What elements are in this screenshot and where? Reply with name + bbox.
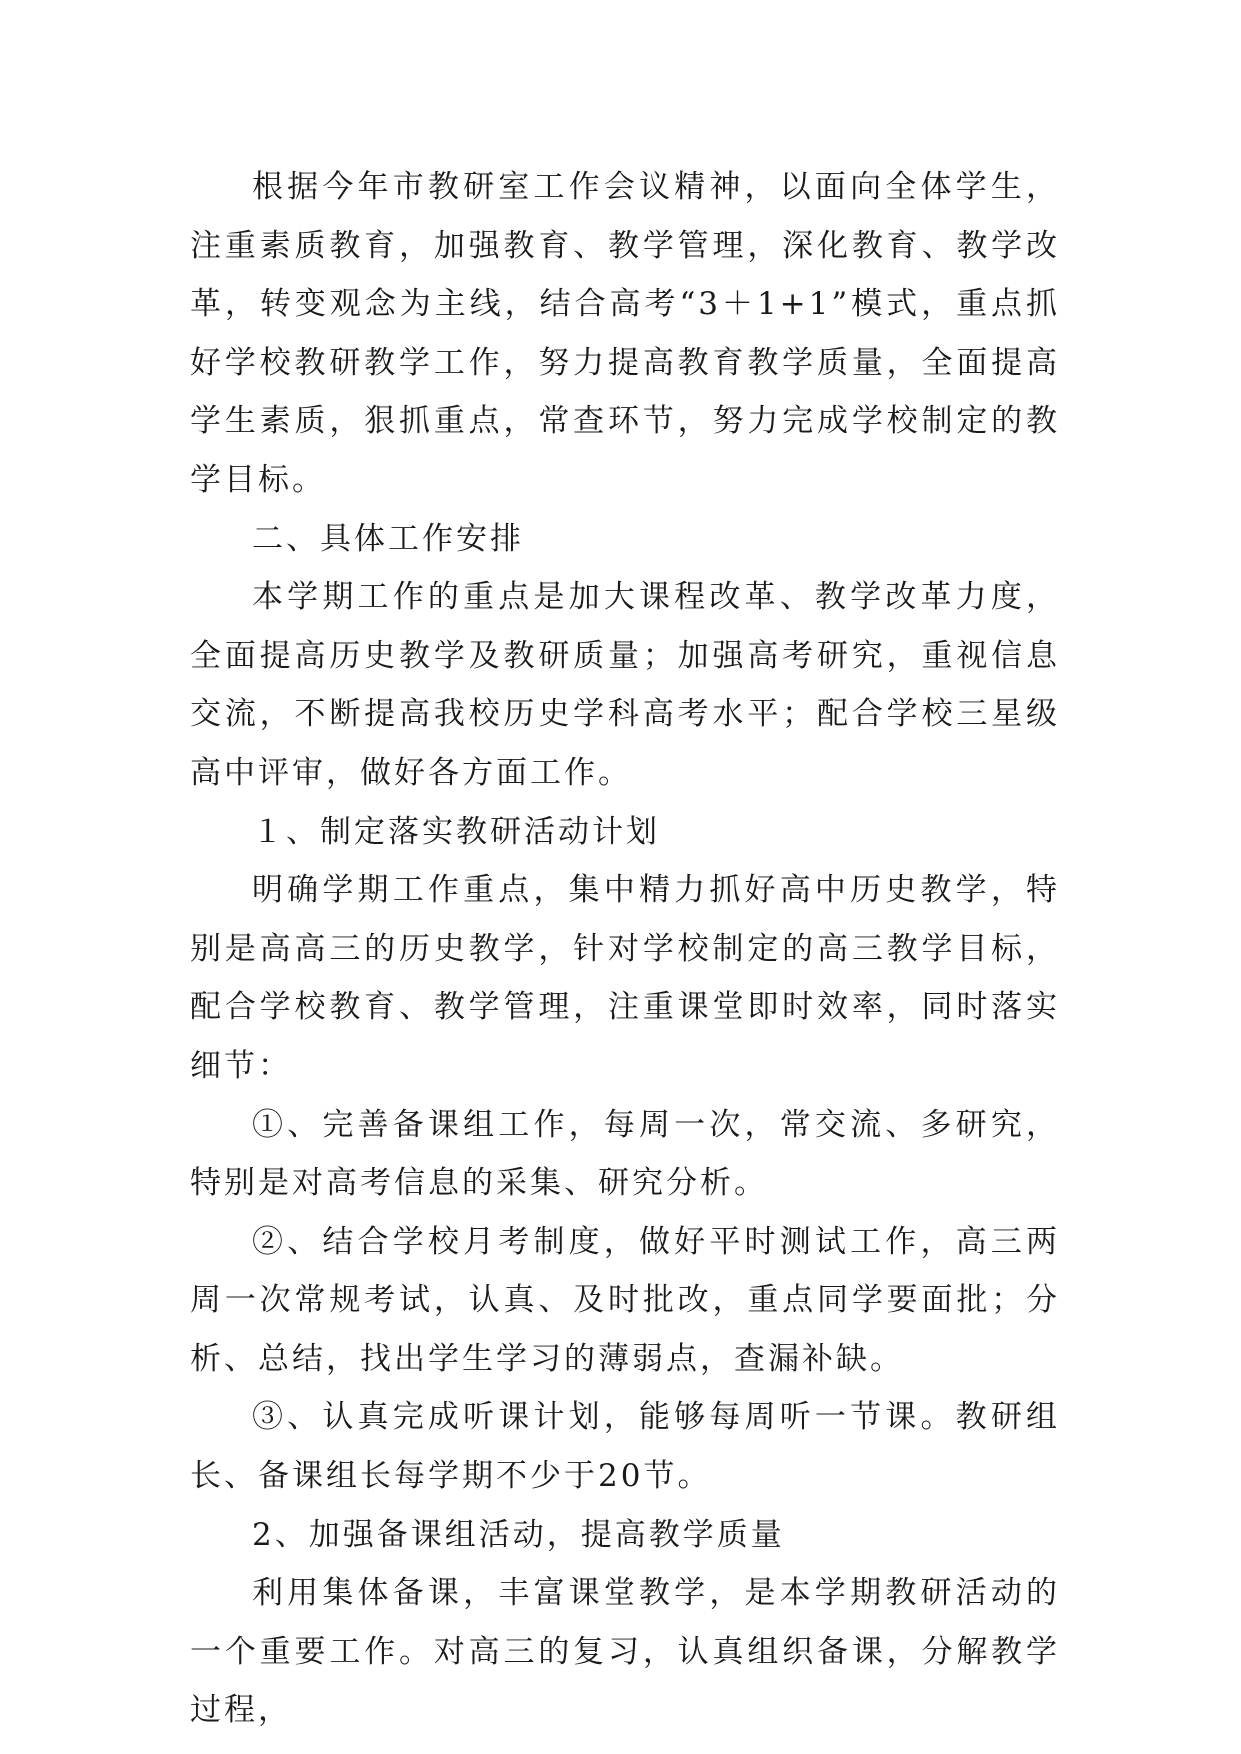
subheading-lesson-group-activity: 2、加强备课组活动，提高教学质量 [252,1516,785,1553]
paragraph-intro: 根据今年市教研室工作会议精神，以面向全体学生，注重素质教育，加强教育、教学管理，深化教育、教学改革，转变观念为主线，结合高考“3＋1+1”模式，重点抓好学校教研教学工作，努力提高教育教学质量，全面提高学生素质，狠抓重点，常查环节，努力完成学校制定的教学目标。 [190,169,1060,498]
paragraph-semester-goals: 明确学期工作重点，集中精力抓好高中历史教学，特别是高高三的历史教学，针对学校制定的高三教学目标，配合学校教育、教学管理，注重课堂即时效率，同时落实细节： [190,872,1060,1084]
list-item-monthly-exam: ②、结合学校月考制度，做好平时测试工作，高三两周一次常规考试，认真、及时批改，重点同学要面批；分析、总结，找出学生学习的薄弱点，查漏补缺。 [190,1223,1060,1377]
list-item-lesson-group: ①、完善备课组工作，每周一次，常交流、多研究，特别是对高考信息的采集、研究分析。 [190,1106,1060,1202]
list-item-lesson-observation: ③、认真完成听课计划，能够每周听一节课。教研组长、备课组长每学期不少于20节。 [190,1399,1060,1495]
paragraph-semester-focus: 本学期工作的重点是加大课程改革、教学改革力度，全面提高历史教学及教研质量；加强高考研究，重视信息交流，不断提高我校历史学科高考水平；配合学校三星级高中评审，做好各方面工作。 [190,579,1060,791]
subheading-research-plan: １、制定落实教研活动计划 [252,813,660,850]
section-heading-work-arrangement: 二、具体工作安排 [252,520,524,557]
document-body [190,158,1060,1740]
paragraph-collective-preparation: 利用集体备课，丰富课堂教学，是本学期教研活动的一个重要工作。对高三的复习，认真组织备课，分解教学过程， [190,1575,1060,1729]
